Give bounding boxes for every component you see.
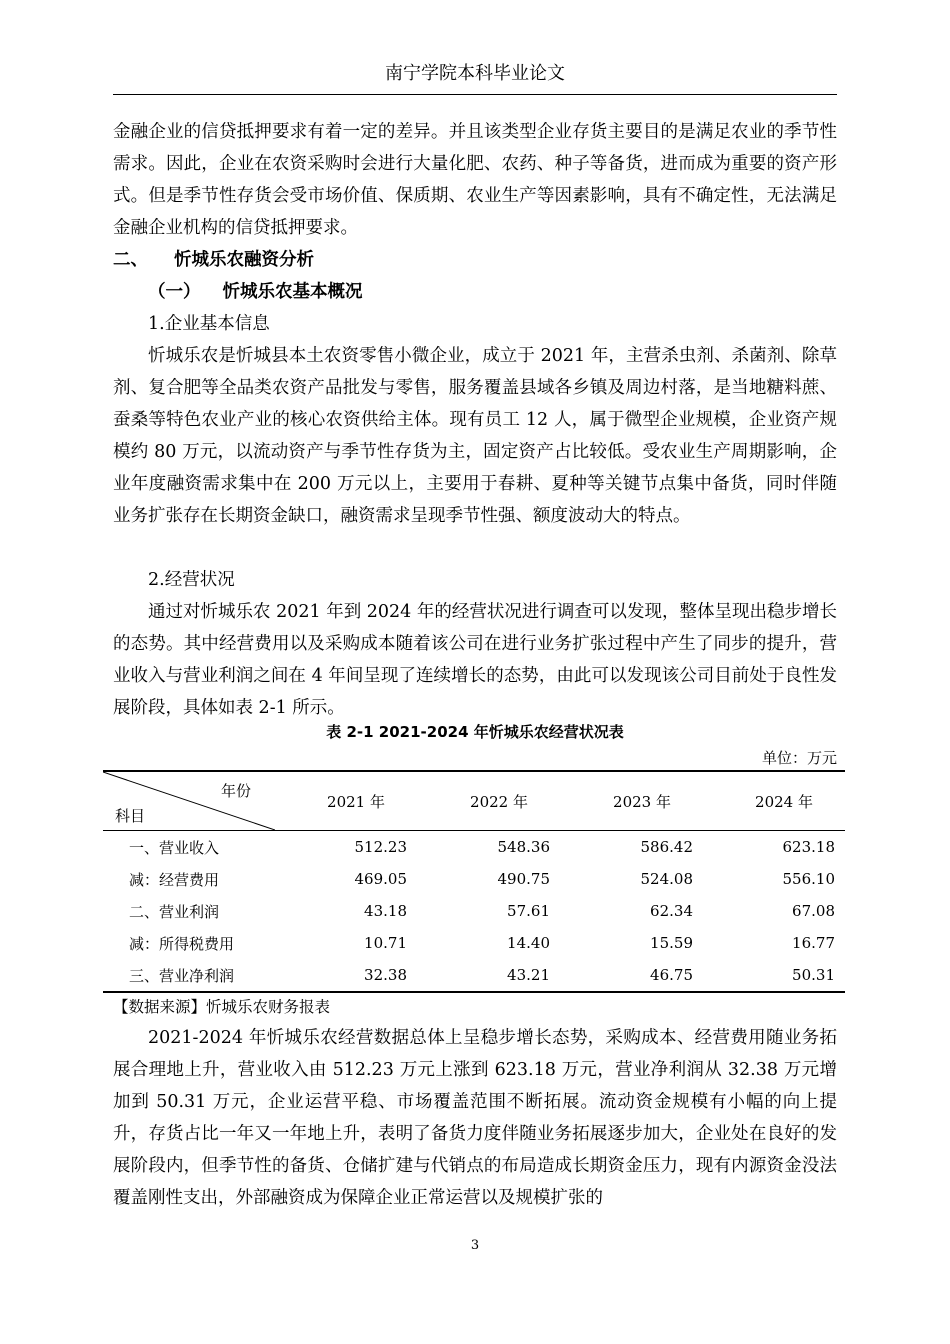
table-cell: 556.10 (782, 870, 835, 888)
paragraph-analysis: 2021-2024 年忻城乐农经营数据总体上呈稳步增长态势，采购成本、经营费用随业务拓展合理地上升，营业收入由 512.23 万元上涨到 623.18 万元，营业净利润从 32.38 万元增加到 50.31 万元，企业运营平稳、市场覆盖范围不断拓展。流动资金规模有小幅的向上提升，存货占比一年又一年地上升，表明了备货力度伴随业务拓展逐步加大，企业处在良好的发展阶段内，但季节性的备货、仓储扩建与代销点的布局造成长期资金压力，现有内源资金没法覆盖刚性支出，外部融资成为保障企业正常运营以及规模扩张的 (113, 1028, 837, 1208)
table-unit: 单位：万元 (761, 749, 837, 767)
table-cell: 586.42 (640, 838, 693, 856)
financial-table (103, 770, 845, 993)
section-title: 忻城乐农融资分析 (174, 250, 314, 270)
table-cell: 43.18 (364, 902, 407, 920)
paragraph-operations: 通过对忻城乐农 2021 年到 2024 年的经营状况进行调查可以发现，整体呈现出稳步增长的态势。其中经营费用以及采购成本随着该公司在进行业务扩张过程中产生了同步的提升，营业收入与营业利润之间在 4 年间呈现了连续增长的态势，由此可以发现该公司目前处于良性发展阶段，具体如表 2-1 所示。 (113, 602, 837, 718)
table-cell: 469.05 (354, 870, 407, 888)
section-heading (113, 244, 314, 276)
table-row (103, 831, 845, 864)
table-cell: 57.61 (507, 902, 550, 920)
table-cell: 62.34 (650, 902, 693, 920)
table-cell: 623.18 (782, 838, 835, 856)
subsection-number: （一） (148, 282, 201, 302)
table-row (103, 895, 845, 927)
table-row (103, 863, 845, 895)
corner-label-subject: 科目 (115, 807, 146, 825)
paragraph-credit-mortgage: 金融企业的信贷抵押要求有着一定的差异。并且该类型企业存货主要目的是满足农业的季节性需求。因此，企业在农资采购时会进行大量化肥、农药、种子等备货，进而成为重要的资产形式。但是季节性存货会受市场价值、保质期、农业生产等因素影响，具有不确定性，无法满足金融企业机构的信贷抵押要求。 (113, 122, 837, 238)
item-heading-basic-info: 1.企业基本信息 (148, 314, 270, 334)
corner-label-year: 年份 (220, 782, 251, 800)
table-cell: 548.36 (497, 838, 550, 856)
table-cell: 10.71 (364, 934, 407, 952)
year-header: 2024 年 (703, 771, 845, 831)
table-cell: 490.75 (497, 870, 550, 888)
table-cell: 46.75 (560, 959, 703, 992)
table-cell: 32.38 (275, 959, 417, 992)
table-header-row (103, 771, 845, 831)
table-cell: 14.40 (507, 934, 550, 952)
year-header: 2022 年 (417, 771, 560, 831)
row-label: 二、营业利润 (129, 902, 220, 921)
year-header: 2023 年 (560, 771, 703, 831)
table-cell: 16.77 (792, 934, 835, 952)
page-header: 南宁学院本科毕业论文 (385, 63, 565, 84)
row-label: 一、营业收入 (129, 838, 220, 857)
row-label: 减：经营费用 (129, 870, 220, 889)
year-header: 2021 年 (275, 771, 417, 831)
table-source-note: 【数据来源】忻城乐农财务报表 (113, 998, 331, 1016)
table-cell: 524.08 (640, 870, 693, 888)
table-cell: 512.23 (354, 838, 407, 856)
table-row (103, 927, 845, 959)
table-cell: 43.21 (417, 959, 560, 992)
table-cell: 50.31 (703, 959, 845, 992)
subsection-heading (148, 276, 363, 308)
section-number: 二、 (113, 250, 148, 270)
row-label: 三、营业净利润 (103, 959, 275, 992)
subsection-title: 忻城乐农基本概况 (222, 282, 363, 302)
paragraph-basic-info: 忻城乐农是忻城县本土农资零售小微企业，成立于 2021 年，主营杀虫剂、杀菌剂、除草剂、复合肥等全品类农资产品批发与零售，服务覆盖县域各乡镇及周边村落，是当地糖料蔗、蚕桑等特色农业产业的核心农资供给主体。现有员工 12 人，属于微型企业规模，企业资产规模约 80 万元，以流动资产与季节性存货为主，固定资产占比较低。受农业生产周期影响，企业年度融资需求集中在 200 万元以上，主要用于春耕、夏种等关键节点集中备货，同时伴随业务扩张存在长期资金缺口，融资需求呈现季节性强、额度波动大的特点。 (113, 346, 837, 526)
table-cell: 15.59 (650, 934, 693, 952)
item-heading-operations: 2.经营状况 (148, 570, 235, 590)
table-caption: 表 2-1 2021-2024 年忻城乐农经营状况表 (326, 723, 624, 741)
table-cell: 67.08 (792, 902, 835, 920)
table-row (103, 959, 845, 992)
header-divider (113, 94, 837, 95)
page-number: 3 (470, 1238, 480, 1253)
row-label: 减：所得税费用 (129, 934, 235, 953)
table-corner-cell (103, 771, 275, 831)
